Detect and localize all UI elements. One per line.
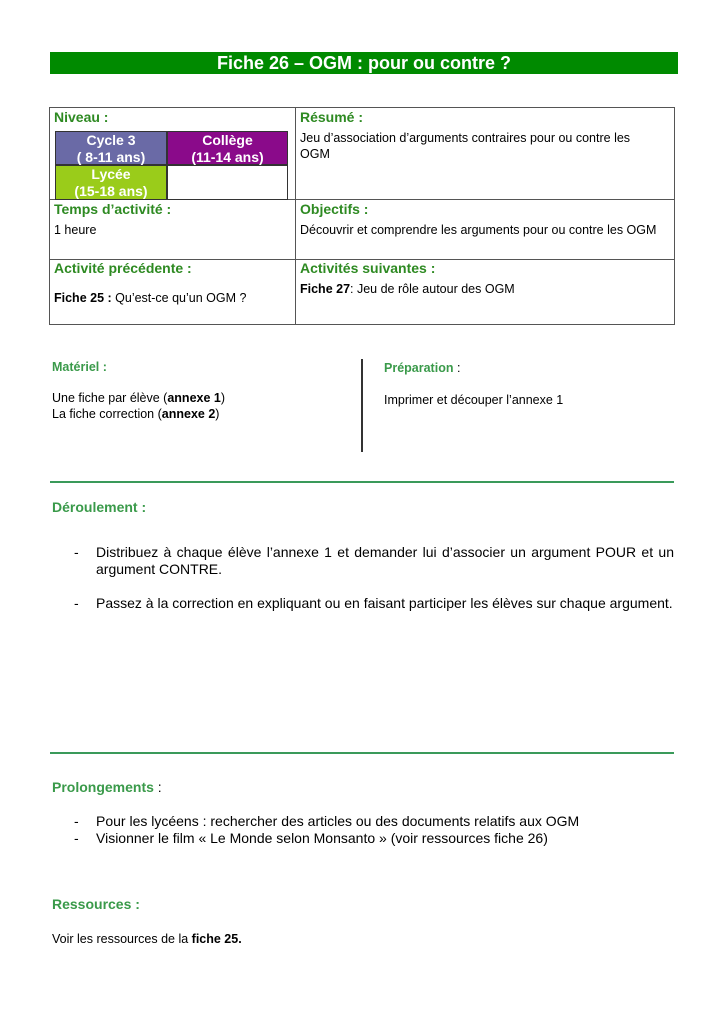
level-empty — [167, 165, 288, 200]
resume-label: Résumé : — [300, 109, 364, 125]
deroulement-label: Déroulement : — [52, 499, 147, 515]
prolongements-item-2: - Visionner le film « Le Monde selon Monsanto » (voir ressources fiche 26) — [74, 830, 548, 846]
section-rule-2 — [50, 752, 674, 754]
precedente-label: Activité précédente : — [54, 260, 192, 276]
niveau-label: Niveau : — [54, 109, 109, 125]
resume-text: Jeu d’association d’arguments contraires pour ou contre les OGM — [300, 131, 631, 161]
ressources-label: Ressources : — [52, 896, 140, 912]
page-title: Fiche 26 – OGM : pour ou contre ? — [50, 52, 678, 74]
ressources-text: Voir les ressources de la fiche 25. — [52, 932, 242, 946]
suivantes-text: Fiche 27: Jeu de rôle autour des OGM — [300, 282, 515, 296]
temps-text: 1 heure — [54, 223, 97, 237]
section-rule-1 — [50, 481, 674, 483]
prolongements-label: Prolongements : — [52, 779, 162, 795]
deroulement-item-1: - Distribuez à chaque élève l’annexe 1 et demander lui d’associer un argument POUR et un argument CONTRE. — [74, 544, 674, 577]
materiel-line2: La fiche correction (annexe 2) — [52, 407, 220, 421]
table-divider-vertical — [295, 108, 296, 324]
deroulement-item-2: - Passez à la correction en expliquant ou en faisant participer les élèves sur chaque argument. — [74, 595, 673, 611]
level-lycee: Lycée (15-18 ans) — [55, 165, 167, 200]
level-cycle3: Cycle 3 ( 8-11 ans) — [55, 131, 167, 165]
materiel-line1: Une fiche par élève (annexe 1) — [52, 391, 226, 405]
objectifs-text: Découvrir et comprendre les arguments pour ou contre les OGM — [300, 223, 657, 237]
precedente-text: Fiche 25 : Qu’est-ce qu’un OGM ? — [54, 291, 247, 305]
objectifs-label: Objectifs : — [300, 201, 369, 217]
materiel-label: Matériel : — [52, 360, 107, 374]
level-college: Collège (11-14 ans) — [167, 131, 288, 165]
suivantes-label: Activités suivantes : — [300, 260, 436, 276]
prolongements-item-1: - Pour les lycéens : rechercher des articles ou des documents relatifs aux OGM — [74, 813, 580, 829]
info-table — [49, 107, 675, 325]
preparation-label: Préparation : — [384, 361, 461, 375]
temps-label: Temps d’activité : — [54, 201, 172, 217]
preparation-text: Imprimer et découper l’annexe 1 — [384, 393, 564, 407]
column-divider — [361, 359, 363, 452]
